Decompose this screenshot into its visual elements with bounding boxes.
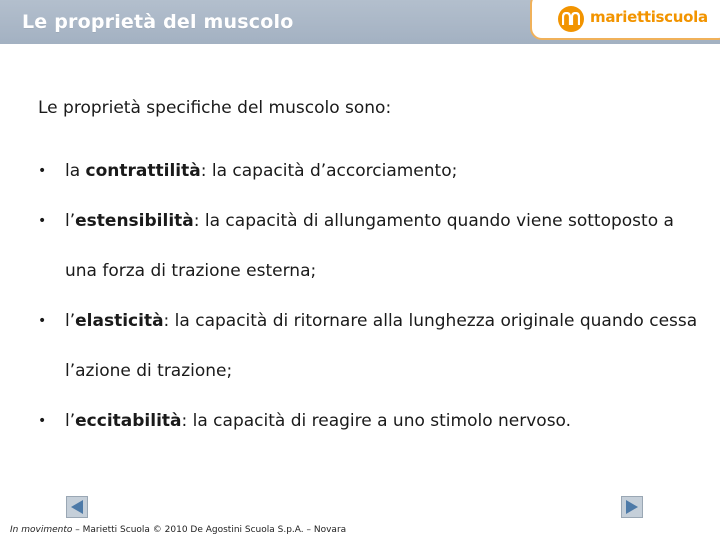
footer-credit — [10, 525, 346, 535]
bullet: • — [38, 313, 47, 329]
item-text: : la capacità di reagire a uno stimolo nervoso. — [181, 411, 572, 431]
item-term: estensibilità — [75, 211, 194, 231]
list-item — [38, 146, 698, 196]
book-title: In movimento — [10, 525, 73, 535]
bullet: • — [38, 413, 47, 429]
item-text: : la capacità di allungamento quando viene sottoposto a una forza di trazione esterna; — [65, 211, 674, 281]
item-prefix: la — [65, 161, 86, 181]
marietti-logo-icon — [558, 6, 584, 32]
logo-tab — [530, 0, 720, 40]
list-item — [38, 396, 698, 446]
intro-text: Le proprietà specifiche del muscolo sono: — [38, 98, 392, 118]
triangle-left-icon — [69, 499, 85, 515]
list-item — [38, 296, 698, 396]
item-prefix: l’ — [65, 411, 76, 431]
logo-text: mariettiscuola — [590, 8, 708, 26]
triangle-right-icon — [624, 499, 640, 515]
item-prefix: l’ — [65, 211, 76, 231]
bullet: • — [38, 213, 47, 229]
item-term: eccitabilità — [75, 411, 182, 431]
bullet: • — [38, 163, 47, 179]
list-item — [38, 196, 698, 296]
slide-content — [38, 96, 698, 446]
item-text: : la capacità di ritornare alla lunghezza originale quando cessa l’azione di trazione; — [65, 311, 698, 381]
item-term: elasticità — [75, 311, 164, 331]
copyright-text: – Marietti Scuola © 2010 De Agostini Scuola S.p.A. – Novara — [72, 525, 347, 535]
previous-slide-button[interactable] — [66, 496, 88, 518]
page-title: Le proprietà del muscolo — [22, 11, 294, 33]
item-term: contrattilità — [85, 161, 201, 181]
properties-list — [38, 146, 698, 446]
item-text: : la capacità d’accorciamento; — [200, 161, 458, 181]
next-slide-button[interactable] — [621, 496, 643, 518]
item-prefix: l’ — [65, 311, 76, 331]
